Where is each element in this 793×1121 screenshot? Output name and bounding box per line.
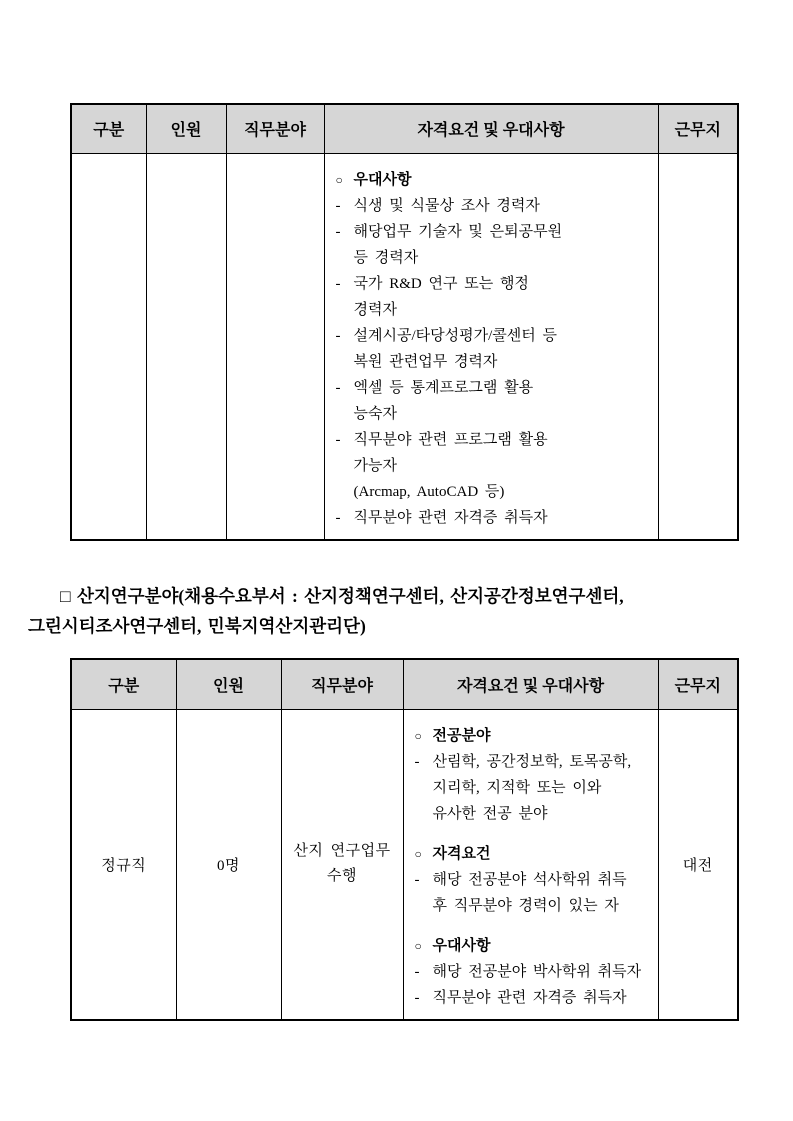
section-heading-line-1: □ 산지연구분야(채용수요부서 : 산지정책연구센터, 산지공간정보연구센터, — [60, 586, 624, 606]
line-text: 엑셀 등 통계프로그램 활용 — [353, 379, 534, 396]
circle-bullet-icon: ○ — [414, 728, 422, 743]
qualification-line — [336, 193, 652, 219]
qualification-line — [415, 749, 652, 775]
qualification-line — [336, 427, 652, 453]
line-text: 등 경력자 — [353, 249, 419, 266]
qualification-line — [415, 893, 652, 919]
line-text: 전공분야 — [432, 727, 491, 744]
qualification-line — [336, 479, 652, 505]
cell-workplace-empty — [658, 153, 738, 540]
line-text: 직무분야 관련 프로그램 활용 — [353, 431, 548, 448]
dash-bullet-icon: - — [414, 989, 420, 1006]
dash-bullet-icon: - — [414, 871, 420, 888]
line-text: 경력자 — [353, 301, 397, 318]
line-text: 우대사항 — [353, 171, 412, 188]
header-gubun: 구분 — [71, 659, 176, 709]
cell-qualifications — [324, 153, 658, 540]
qualification-line — [415, 867, 652, 893]
dash-bullet-icon: - — [335, 223, 341, 240]
line-text: 복원 관련업무 경력자 — [353, 353, 498, 370]
table-1-body-row — [71, 153, 738, 540]
line-text: 가능자 — [353, 457, 397, 474]
qualification-list-1 — [325, 154, 658, 539]
line-text: 직무분야 관련 자격증 취득자 — [353, 509, 548, 526]
dash-bullet-icon: - — [414, 753, 420, 770]
line-text: 식생 및 식물상 조사 경력자 — [353, 197, 540, 214]
qualification-gap — [415, 919, 652, 933]
line-text: 국가 R&D 연구 또는 행정 — [353, 275, 529, 292]
line-text: 유사한 전공 분야 — [432, 805, 548, 822]
qualification-section-title — [415, 723, 652, 749]
header-qualifications: 자격요건 및 우대사항 — [324, 104, 658, 153]
dash-bullet-icon: - — [335, 379, 341, 396]
circle-bullet-icon: ○ — [414, 846, 422, 861]
dash-bullet-icon: - — [414, 963, 420, 980]
cell-jikmu-empty — [226, 153, 324, 540]
qualification-gap — [415, 827, 652, 841]
dash-bullet-icon: - — [335, 431, 341, 448]
section-heading-line-2: 그린시티조사연구센터, 민북지역산지관리단) — [28, 616, 366, 636]
qualification-line — [336, 245, 652, 271]
dash-bullet-icon: - — [335, 509, 341, 526]
table-2 — [70, 658, 739, 1021]
header-workplace: 근무지 — [658, 104, 738, 153]
cell-gubun-empty — [71, 153, 146, 540]
cell-workplace: 대전 — [658, 709, 738, 1020]
header-jikmu: 직무분야 — [226, 104, 324, 153]
circle-bullet-icon: ○ — [414, 938, 422, 953]
line-text: 해당 전공분야 석사학위 취득 — [432, 871, 627, 888]
qualification-line — [336, 349, 652, 375]
table-2-header-row — [71, 659, 738, 709]
qualification-section-title — [415, 933, 652, 959]
line-text: 지리학, 지적학 또는 이와 — [432, 779, 602, 796]
recruitment-table-2 — [70, 658, 739, 1021]
dash-bullet-icon: - — [335, 197, 341, 214]
table-2-body-row — [71, 709, 738, 1020]
line-text: 산림학, 공간정보학, 토목공학, — [432, 753, 632, 770]
table-1-header-row — [71, 104, 738, 153]
cell-employment-type: 정규직 — [71, 709, 176, 1020]
line-text: (Arcmap, AutoCAD 등) — [353, 483, 505, 500]
qualification-line — [415, 801, 652, 827]
line-text: 해당업무 기술자 및 은퇴공무원 — [353, 223, 563, 240]
line-text: 능숙자 — [353, 405, 397, 422]
dash-bullet-icon: - — [335, 327, 341, 344]
recruitment-table-1 — [70, 103, 739, 541]
qualification-line — [415, 775, 652, 801]
line-text: 자격요건 — [432, 845, 491, 862]
job-field-line-2: 수행 — [327, 868, 357, 884]
cell-inwon-empty — [146, 153, 226, 540]
dash-bullet-icon: - — [335, 275, 341, 292]
cell-headcount: 0명 — [176, 709, 281, 1020]
line-text: 해당 전공분야 박사학위 취득자 — [432, 963, 642, 980]
qualification-line — [336, 219, 652, 245]
header-qualifications: 자격요건 및 우대사항 — [403, 659, 658, 709]
header-inwon: 인원 — [176, 659, 281, 709]
qualification-line — [336, 401, 652, 427]
qualification-line — [336, 323, 652, 349]
line-text: 직무분야 관련 자격증 취득자 — [432, 989, 627, 1006]
cell-qualifications — [403, 709, 658, 1020]
qualification-section-title — [415, 841, 652, 867]
qualification-line — [415, 959, 652, 985]
table-1 — [70, 103, 739, 541]
header-inwon: 인원 — [146, 104, 226, 153]
section-heading — [28, 581, 758, 641]
header-jikmu: 직무분야 — [281, 659, 403, 709]
qualification-line — [336, 453, 652, 479]
qualification-line — [336, 505, 652, 531]
line-text: 설계시공/타당성평가/콜센터 등 — [353, 327, 557, 344]
line-text: 우대사항 — [432, 937, 491, 954]
cell-job-field — [281, 709, 403, 1020]
qualification-line — [415, 985, 652, 1011]
line-text: 후 직무분야 경력이 있는 자 — [432, 897, 619, 914]
qualification-list-2 — [404, 710, 658, 1019]
header-gubun: 구분 — [71, 104, 146, 153]
qualification-line — [336, 271, 652, 297]
header-workplace: 근무지 — [658, 659, 738, 709]
qualification-section-title — [336, 167, 652, 193]
qualification-line — [336, 297, 652, 323]
circle-bullet-icon: ○ — [335, 172, 343, 187]
job-field-line-1: 산지 연구업무 — [293, 843, 391, 859]
qualification-line — [336, 375, 652, 401]
